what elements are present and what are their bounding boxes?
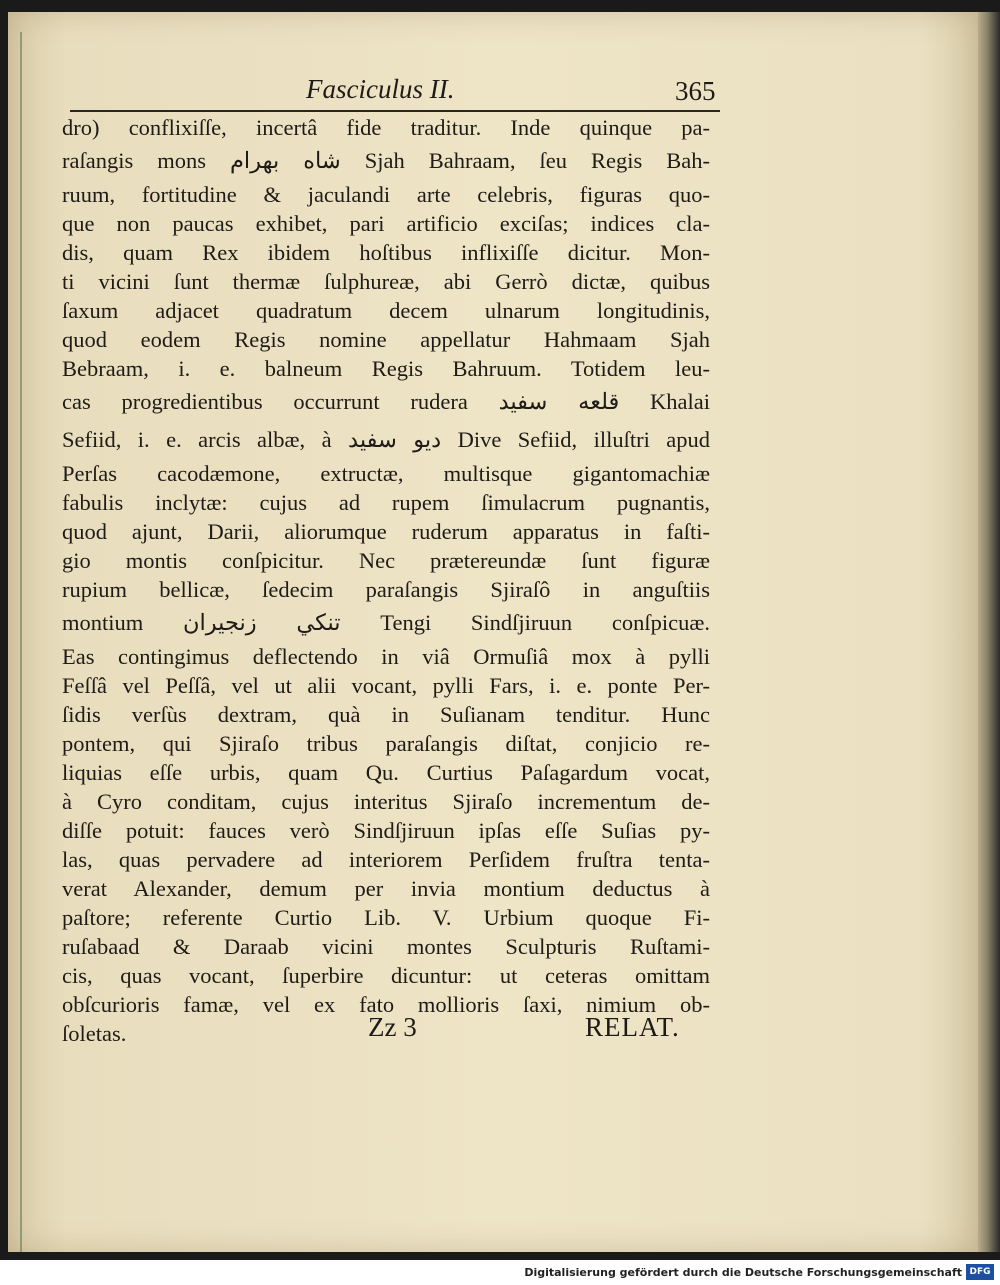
text-line: Bebraam, i. e. balneum Regis Bahruum. Totidem leu- (62, 356, 710, 381)
text-line: ruum, fortitudine & jaculandi arte celebris, figuras quo- (62, 182, 710, 207)
text-line: à Cyro conditam, cujus interitus Sjiraſo incrementum de- (62, 789, 710, 814)
text-line: verat Alexander, demum per invia montium deductus à (62, 876, 710, 901)
text-line: montium تنكي زنجيران Tengi Sindſjiruun conſpicuæ. (62, 610, 710, 635)
text-line: obſcurioris famæ, vel ex fato mollioris ſaxi, nimium ob- (62, 992, 710, 1017)
signature-mark: Zz 3 (368, 1012, 417, 1042)
text-line: raſangis mons شاه بهرام Sjah Bahraam, ſeu Regis Bah- (62, 148, 710, 173)
text-line: quod eodem Regis nomine appellatur Hahmaam Sjah (62, 327, 710, 352)
text-line: diſſe potuit: fauces verò Sindſjiruun ipſas eſſe Suſias py- (62, 818, 710, 843)
text-line: ruſabaad & Daraab vicini montes Sculpturis Ruſtami- (62, 934, 710, 959)
text-line-last: ſoletas. (62, 1021, 127, 1046)
page-footer (360, 1012, 710, 1052)
text-line: ſidis verſùs dextram, quà in Suſianam tenditur. Hunc (62, 702, 710, 727)
page-gutter-edge (20, 32, 22, 1252)
text-line: Feſſâ vel Peſſâ, vel ut alii vocant, pylli Fars, i. e. ponte Per- (62, 673, 710, 698)
text-line: dis, quam Rex ibidem hoſtibus inflixiſſe dicitur. Mon- (62, 240, 710, 265)
page-number: 365 (675, 76, 716, 106)
text-line: paſtore; referente Curtio Lib. V. Urbium quoque Fi- (62, 905, 710, 930)
text-line: ſaxum adjacet quadratum decem ulnarum longitudinis, (62, 298, 710, 323)
catchword: RELAT. (585, 1012, 680, 1042)
text-line: liquias eſſe urbis, quam Qu. Curtius Paſagardum vocat, (62, 760, 710, 785)
running-head (70, 72, 720, 112)
digitization-notice: Digitalisierung gefördert durch die Deutsche Forschungsgemeinschaft (524, 1266, 962, 1279)
text-line: Sefiid, i. e. arcis albæ, à ديو سفيد Dive Sefiid, illuſtri apud (62, 427, 710, 452)
text-line: cas progredientibus occurrunt rudera قلعه سفيد Khalai (62, 389, 710, 414)
text-line: dro) conflixiſſe, incertâ fide traditur. Inde quinque pa- (62, 115, 710, 140)
text-line: Eas contingimus deflectendo in viâ Ormuſiâ mox à pylli (62, 644, 710, 669)
text-line: fabulis inclytæ: cujus ad rupem ſimulacrum pugnantis, (62, 490, 710, 515)
text-line: que non paucas exhibet, pari artificio exciſas; indices cla- (62, 211, 710, 236)
text-line: pontem, qui Sjiraſo tribus paraſangis diſtat, conjicio re- (62, 731, 710, 756)
dfg-logo-icon: DFG (966, 1264, 994, 1280)
text-line: gio montis conſpicitur. Nec prætereundæ ſunt figuræ (62, 548, 710, 573)
running-head-title: Fasciculus II. (306, 74, 455, 104)
text-line: Perſas cacodæmone, extructæ, multisque gigantomachiæ (62, 461, 710, 486)
digitization-notice-bar (0, 1260, 1000, 1285)
text-line: rupium bellicæ, ſedecim paraſangis Sjiraſô in anguſtiis (62, 577, 710, 602)
page-right-edge (978, 12, 1000, 1252)
text-line: ti vicini ſunt thermæ ſulphureæ, abi Gerrò dictæ, quibus (62, 269, 710, 294)
text-line: las, quas pervadere ad interiorem Perſidem fruſtra tenta- (62, 847, 710, 872)
text-line: quod ajunt, Darii, aliorumque ruderum apparatus in faſti- (62, 519, 710, 544)
text-line: cis, quas vocant, ſuperbire dicuntur: ut ceteras omittam (62, 963, 710, 988)
body-text (62, 113, 710, 1048)
